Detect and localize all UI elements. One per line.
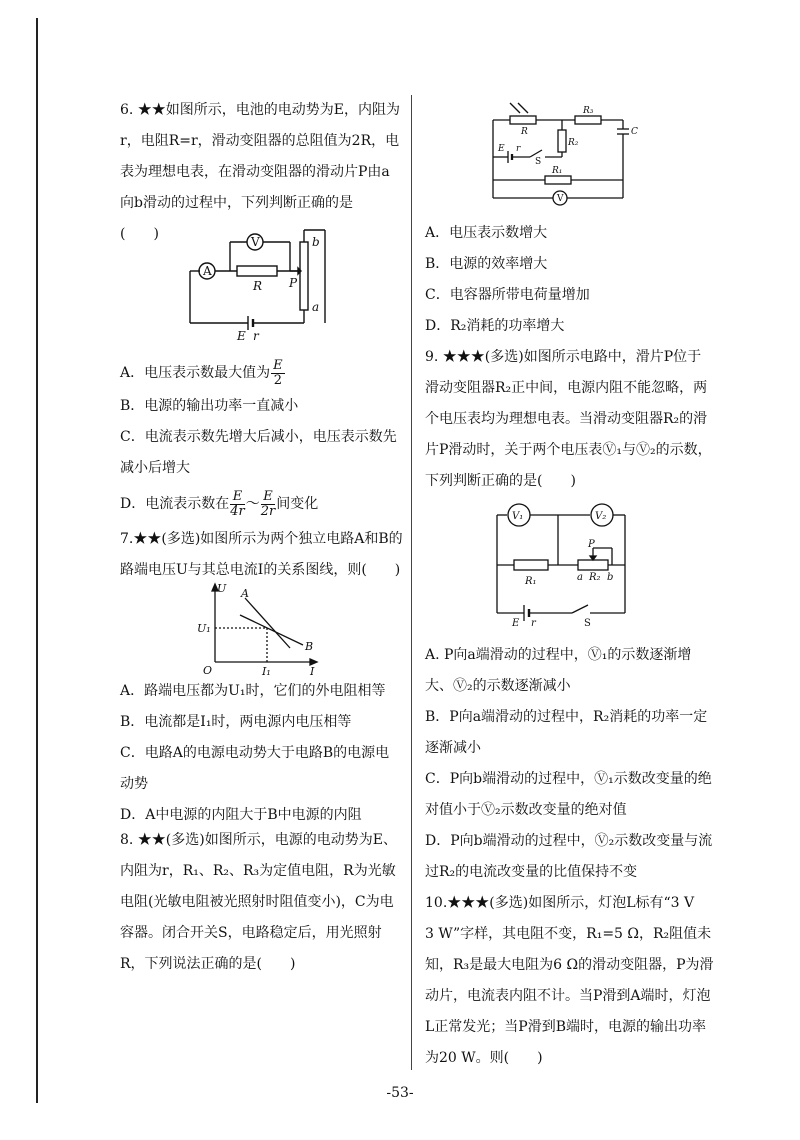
q8-internal-r-label: r [516,144,521,154]
q9-slider-label: P [588,539,595,550]
q8-option-d[interactable]: D．R₂消耗的功率增大 [425,318,565,334]
q6-end-a-label: a [312,300,320,314]
q9-end-a-label: a [577,572,583,583]
left-margin-line [36,18,38,1103]
q6-option-c[interactable]: C．电流表示数先增大后减小，电压表示数先减小后增大 [120,429,397,476]
q6-ammeter-label: A [203,264,212,278]
q7-line-a-label: A [241,587,249,600]
q6-option-a-fraction: $\frac{E}{2}$ [273,357,283,388]
q8-r3-label: R₃ [583,106,594,116]
q7-y-axis-label: U [217,582,227,595]
q7-option-c[interactable]: C．电路A的电源电动势大于电路B的电源电动势 [120,745,390,792]
q7-origin-label: O [203,664,213,677]
q9-switch-label: S [584,618,591,629]
q6-option-b[interactable]: B．电源的输出功率一直减小 [120,398,299,414]
q7-x-axis-label: I [310,665,315,677]
q7-option-d[interactable]: D．A中电源的内阻大于B中电源的内阻 [120,807,362,823]
q7-u1-label: U₁ [197,622,211,635]
q6-option-d[interactable]: D．电流表示数在 $\frac{E}{4r}$ ～ $\frac{E}{2r}$ 间变化 [120,488,319,519]
q6-internal-r-label: r [253,329,259,343]
right-column-q8-options [425,218,715,497]
q8-option-b[interactable]: B．电源的效率增大 [425,256,548,272]
q8-emf-label: E [498,144,505,154]
q9-emf-label: E [512,618,520,629]
q6-slider-label: P [289,276,298,290]
q6-voltmeter-label: V [251,235,260,249]
q6-option-a[interactable]: A．电压表示数最大值为 $\frac{E}{2}$ [120,357,283,388]
column-divider [411,95,412,1070]
q6-end-b-label: b [312,235,320,249]
q8-capacitor-label: C [631,127,638,137]
q8-stem: 8. ★★(多选)如图所示，电源的电动势为E、内阻为r，R₁、R₂、R₃为定值电阻，R为光敏电阻(光敏电阻被光照射时阻值变小)，C为电容器。闭合开关S，电路稳定后，用光照射R，下列说法正确的是( ) [120,832,397,972]
q9-option-c[interactable]: C．P向b端滑动的过程中，Ⓥ₁示数改变量的绝对值小于Ⓥ₂示数改变量的绝对值 [425,771,712,818]
right-column-q9-options [425,640,715,1074]
q8-option-c[interactable]: C．电容器所带电荷量增加 [425,287,590,303]
q7-option-b[interactable]: B．电流都是I₁时，两电源内电压相等 [120,714,352,730]
q9-option-b[interactable]: B．P向a端滑动的过程中，R₂消耗的功率一定逐渐减小 [425,709,708,756]
q9-v1-label: V₁ [512,511,524,522]
q9-option-a[interactable]: A. P向a端滑动的过程中，Ⓥ₁的示数逐渐增大、Ⓥ₂的示数逐渐减小 [425,647,692,694]
q8-photoresistor-label: R [521,127,528,137]
q6-emf-label: E [237,329,246,343]
q9-v2-label: V₂ [595,511,607,522]
q6-options [120,355,403,586]
q6-circuit-figure [185,228,335,347]
q8-option-a[interactable]: A．电压表示数增大 [425,225,548,241]
q6-option-d-fraction-2: $\frac{E}{2r}$ [260,488,276,519]
q9-r2-label: R₂ [589,572,601,583]
q8-circuit-figure [490,100,640,219]
q7-options [120,676,403,831]
q6-option-d-fraction-1: $\frac{E}{4r}$ [230,488,245,519]
q8-stem-block [120,825,403,980]
q6-stem: 6. ★★如图所示，电池的电动势为E，内阻为r，电阻R=r，滑动变阻器的总阻值为2R，电表为理想电表，在滑动变阻器的滑动片P由a向b滑动的过程中，下列判断正确的是 ( ) [120,102,401,242]
q7-stem: 7.★★(多选)如图所示为两个独立电路A和B的路端电压U与其总电流I的关系图线，则( ) [120,531,403,578]
left-column [120,95,403,250]
q9-option-d[interactable]: D．P向b端滑动的过程中，Ⓥ₂示数改变量与流过R₂的电流改变量的比值保持不变 [425,833,713,880]
q7-line-b-label: B [305,640,314,653]
q7-ui-graph [195,582,325,681]
q8-switch-label: S [535,157,542,167]
q8-r1-label: R₁ [552,166,563,176]
q9-stem: 9. ★★★(多选)如图所示电路中，滑片P位于滑动变阻器R₂正中间，电源内阻不能忽略，两个电压表均为理想电表。当滑动变阻器R₂的滑片P滑动时，关于两个电压表Ⓥ₁与Ⓥ₂的示数，下列判断正确的是( ) [425,349,712,489]
q7-option-a[interactable]: A．路端电压都为U₁时，它们的外电阻相等 [120,683,386,699]
page-number: -53- [386,1085,414,1101]
q9-circuit-figure [492,500,632,634]
q7-i1-label: I₁ [262,665,271,677]
q9-internal-r-label: r [531,618,536,629]
q6-resistor-label: R [253,279,263,293]
q10-stem: 10.★★★(多选)如图所示，灯泡L标有“3 V 3 W”字样，其电阻不变，R₁=5 Ω，R₂阻值未知，R₃是最大电阻为6 Ω的滑动变阻器，P为滑动片，电流表内阻不计。当P滑到A端时，灯泡L正常发光；当P滑到B端时，电源的输出功率为20 W。则( ) [425,895,714,1066]
q8-voltmeter-label: V [557,194,564,204]
q8-r2-label: R₂ [568,138,579,148]
q9-r1-label: R₁ [525,576,537,587]
q9-end-b-label: b [607,572,614,583]
